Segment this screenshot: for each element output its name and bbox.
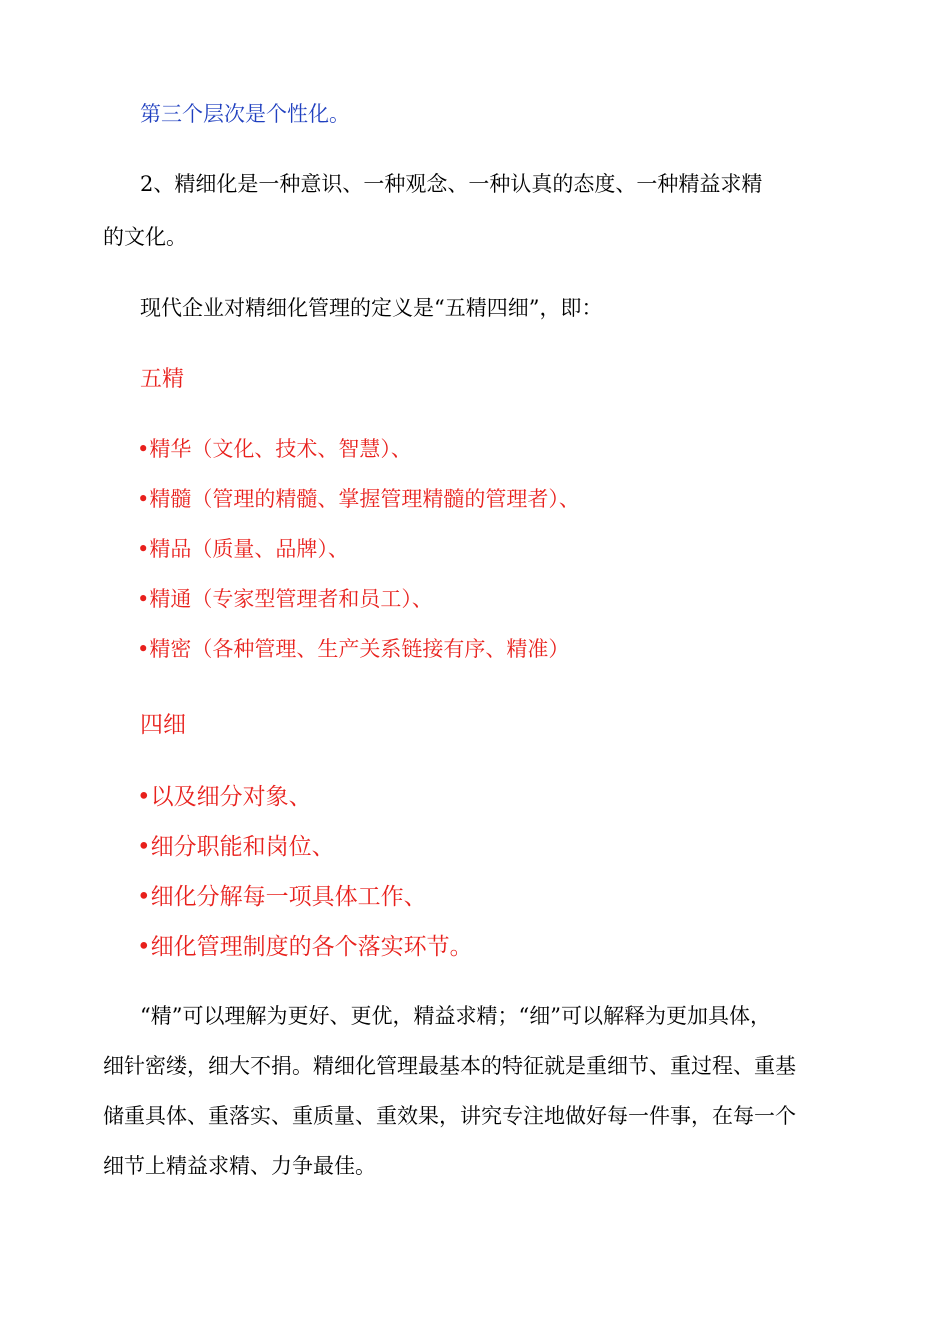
sixi-item: •以及细分对象、 [137,784,312,810]
closing-paragraph-line: “精”可以理解为更好、更优，精益求精；“细”可以解释为更加具体， [140,1004,771,1028]
sixi-item: •细化分解每一项具体工作、 [137,884,427,910]
level-three-line: 第三个层次是个性化。 [140,102,350,126]
paragraph-2-line-2: 的文化。 [103,225,187,249]
wujing-heading: 五精 [140,367,185,392]
wujing-item: •精品（质量、品牌）、 [137,537,349,561]
wujing-item: •精华（文化、技术、智慧）、 [137,437,412,461]
closing-paragraph-line: 细节上精益求精、力争最佳。 [103,1154,376,1178]
sixi-heading: 四细 [140,712,186,738]
paragraph-2-line-1: 2、精细化是一种意识、一种观念、一种认真的态度、一种精益求精 [140,172,763,196]
sixi-item: •细化管理制度的各个落实环节。 [137,934,473,960]
wujing-item: •精通（专家型管理者和员工）、 [137,587,433,611]
wujing-item: •精髓（管理的精髓、掌握管理精髓的管理者）、 [137,487,580,511]
definition-line: 现代企业对精细化管理的定义是“五精四细”，即： [140,296,603,320]
wujing-item: •精密（各种管理、生产关系链接有序、精准） [137,637,570,661]
closing-paragraph-line: 细针密缕，细大不捐。精细化管理最基本的特征就是重细节、重过程、重基 [103,1054,796,1078]
sixi-item: •细分职能和岗位、 [137,834,335,860]
closing-paragraph-line: 储重具体、重落实、重质量、重效果，讲究专注地做好每一件事，在每一个 [103,1104,796,1128]
